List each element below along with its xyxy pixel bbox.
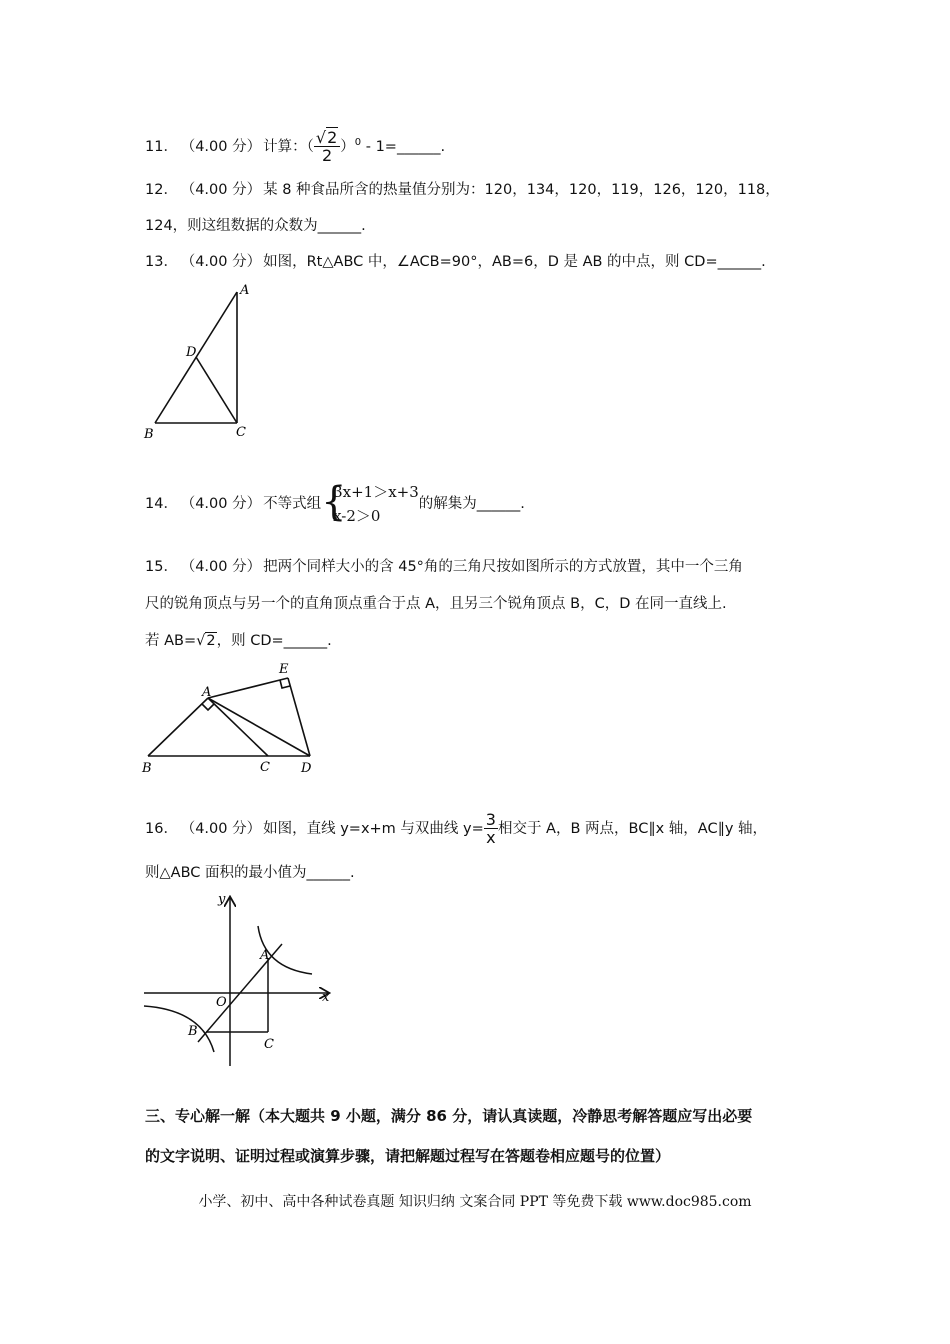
label-y: y	[218, 892, 226, 907]
segment-cd	[196, 357, 237, 423]
label-c: C	[260, 760, 270, 775]
brace: {	[321, 479, 347, 525]
figure-16	[140, 890, 340, 1070]
label-b: B	[144, 427, 154, 442]
sqrt: √2	[196, 633, 216, 649]
figure-13	[140, 280, 260, 445]
section-heading-cont: 的文字说明、证明过程或演算步骤，请把解题过程写在答题卷相应题号的位置）	[145, 1147, 671, 1165]
question-text: 计算：（	[263, 139, 314, 155]
sqrt: √2	[315, 128, 338, 147]
segment-ed	[288, 678, 310, 756]
question-16: 16． （4.00 分） 如图，直线 y=x+m 与双曲线 y= $\frac{3}{x}$ 相交于 A，B 两点，BC∥x 轴，AC∥y 轴，	[145, 810, 768, 847]
question-13: 13． （4.00 分） 如图，Rt△ABC 中，∠ACB=90°，AB=6，D 是 AB 的中点，则 CD=______.	[145, 254, 766, 270]
label-a: A	[260, 948, 270, 963]
fraction: $\frac{3}{x}$	[485, 810, 496, 847]
question-text: 把两个同样大小的含 45°角的三角尺按如图所示的方式放置，其中一个三角	[263, 559, 743, 575]
inequality-system	[321, 480, 419, 528]
hyperbola-branch-2	[144, 1006, 214, 1052]
inequality-2: x-2＞0	[333, 507, 381, 525]
label-c: C	[236, 425, 246, 440]
question-12: 12． （4.00 分） 某 8 种食品所含的热量值分别为：120，134，120，119，126，120，118，	[145, 182, 780, 198]
question-15-cont2: 若 AB=√2，则 CD=______.	[145, 633, 332, 649]
label-a: A	[202, 685, 212, 700]
inequality-1: 3x+1＞x+3	[333, 483, 419, 501]
question-text: 不等式组	[263, 496, 322, 512]
question-15: 15． （4.00 分） 把两个同样大小的含 45°角的三角尺按如图所示的方式放置，其中一个三角	[145, 559, 743, 575]
label-c: C	[264, 1037, 274, 1052]
question-text: 如图，直线 y=x+m 与双曲线 y=	[263, 821, 484, 837]
question-number: 11．	[145, 139, 178, 155]
footer: 小学、初中、高中各种试卷真题 知识归纳 文案合同 PPT 等免费下载 www.doc985.com	[198, 1194, 752, 1210]
question-12-cont: 124，则这组数据的众数为______.	[145, 218, 366, 234]
label-b: B	[142, 761, 152, 776]
label-d: D	[301, 761, 312, 776]
question-text: 如图，Rt△ABC 中，∠ACB=90°，AB=6，D 是 AB 的中点，则 CD=______.	[263, 254, 766, 270]
question-14: 14． （4.00 分） 不等式组 { 3x+1＞x+3 x-2＞0 的解集为______.	[145, 478, 525, 530]
label-x: x	[322, 990, 330, 1005]
segment-ab	[148, 698, 208, 756]
question-points: （4.00 分）	[187, 139, 262, 155]
section-heading: 三、专心解一解（本大题共 9 小题，满分 86 分，请认真读题，冷静思考解答题应写出必要	[145, 1107, 753, 1125]
label-e: E	[279, 662, 289, 677]
label-o: O	[216, 995, 227, 1010]
question-15-cont: 尺的锐角顶点与另一个的直角顶点重合于点 A，且另三个锐角顶点 B，C，D 在同一直线上.	[145, 596, 727, 612]
right-angle-a	[202, 704, 214, 710]
question-11: 11． （4.00 分） 计算：（ $\frac{√2}{2}$ ）$^0$ - 1=______.	[145, 128, 446, 165]
figure-15	[138, 658, 328, 778]
fraction: $\frac{√2}{2}$	[314, 130, 340, 164]
segment-ae	[208, 678, 288, 698]
question-16-cont: 则△ABC 面积的最小值为______.	[145, 865, 355, 881]
label-b: B	[188, 1024, 198, 1039]
label-d: D	[186, 345, 197, 360]
label-a: A	[240, 283, 250, 298]
question-text: 某 8 种食品所含的热量值分别为：120，134，120，119，126，120，118，	[263, 182, 780, 198]
